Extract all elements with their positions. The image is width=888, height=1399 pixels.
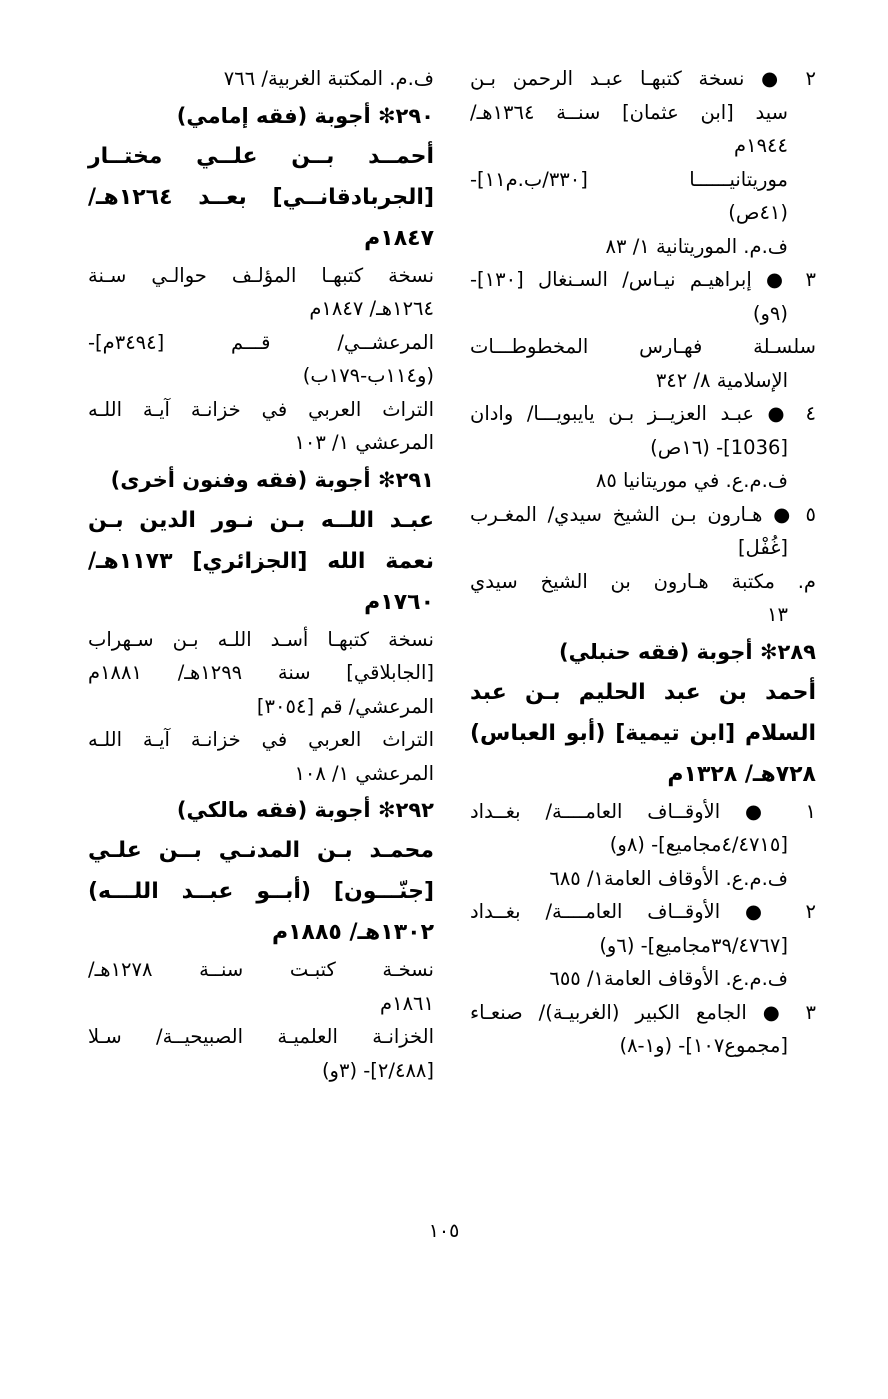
text-line: [مجموع١٠٧]- (و١-٨) [619, 1034, 788, 1057]
text-line: [٤/٤٧١٥مجاميع]- (٨و) [609, 833, 788, 856]
text-line: ف.م. المكتبة الغربية/ ٧٦٦ [223, 67, 434, 90]
text-line: محمـد بـن المدنـي بــن علـي [88, 838, 434, 863]
text-line: ف.م. الموريتانية ١/ ٨٣ [605, 234, 788, 258]
text-line: ١٣ [767, 603, 788, 626]
text-line: التراث العربي في خزانـة آيـة اللـه [88, 728, 434, 751]
text-line: م. مكتبة هـارون بن الشيخ سيدي [470, 569, 816, 593]
text-line: ١٩٤٤م [734, 134, 788, 157]
text-line: ١٧٦٠م [364, 589, 434, 615]
text-line: [الجربادقانــي] بعــد ١٢٦٤هـ/ [88, 184, 434, 210]
text-line: نعمة الله [الجزائري] ١١٧٣هـ/ [88, 548, 434, 574]
text-line: أحمــد بــن علــي مختــار [88, 143, 434, 169]
text-line: ف.م.ع. الأوقاف العامة١/ ٦٨٥ [549, 866, 788, 890]
right-column [470, 62, 816, 1063]
text-line: الإسلامية ٨/ ٣٤٢ [655, 368, 788, 392]
text-line: نسخة كتبهـا أسـد اللـه بـن سـهراب [88, 627, 434, 651]
text-line: [٣٩/٤٧٦٧مجاميع]- (٦و) [599, 933, 788, 957]
text-line: عبـد اللــه بـن نـور الدين بـن [88, 507, 434, 533]
text-line: (و١١٤ب-١٧٩ب) [302, 364, 434, 387]
text-line: ف.م.ع. الأوقاف العامة١/ ٦٥٥ [549, 967, 788, 990]
entry-heading: ٢٩٢✻ أجوبة (فقه مالكي) [176, 798, 434, 822]
entry-heading: ٢٩٠✻ أجوبة (فقه إمامي) [176, 103, 434, 128]
text-line: المرعشي/ قم [٣٠٥٤] [256, 694, 434, 718]
entry-heading: ٢٨٩✻ أجوبة (فقه حنبلي) [559, 639, 816, 664]
text-line: ٣ ● إبراهيـم نيـاس/ السـنغال [١٣٠]- [470, 268, 816, 291]
text-line: ٧٢٨هـ/ ١٣٢٨م [667, 761, 816, 787]
text-line: ٢ ● نسخة كتبهـا عبـد الرحمن بـن [470, 67, 816, 90]
text-line: المرعشي ١/ ١٠٣ [294, 431, 434, 454]
text-line: [غُفْل] [737, 536, 788, 559]
text-line: نسخة كتبهـا المؤلـف حوالـي سـنة [88, 263, 434, 287]
text-line: سيد [ابن عثمان] سنــة ١٣٦٤هـ/ [470, 100, 788, 124]
text-line: أحمد بن عبد الحليم بـن عبد [470, 679, 816, 705]
text-line: ١٨٤٧م [364, 225, 434, 251]
text-line: نسخـة كتبـت سنــة ١٢٧٨هـ/ [88, 958, 434, 981]
text-line: [٢/٤٨٨]- (٣و) [321, 1058, 434, 1082]
text-line: التراث العربي في خزانـة آيـة اللـه [88, 397, 434, 421]
text-line: [جنّـــون] (أبــو عبــد اللـــه) [88, 879, 434, 904]
text-line: ٢ ● الأوقــاف العامــــة/ بغــداد [470, 900, 816, 923]
text-line: ١ ● الأوقــاف العامــــة/ بغــداد [470, 799, 816, 823]
text-line: ٥ ● هـارون بـن الشيخ سيدي/ المغـرب [470, 502, 816, 526]
text-line: ٣ ● الجامع الكبير (الغربيـة)/ صنعـاء [470, 1000, 816, 1024]
text-line: المرعشــي/ قـــم [٣٤٩٤م]- [88, 330, 434, 354]
page-number: ١٠٥ [428, 1220, 460, 1242]
text-line: [1036]- (١٦ص) [650, 435, 788, 459]
text-line: [الجابلاقي] سنة ١٢٩٩هـ/ ١٨٨١م [88, 661, 434, 684]
left-column [88, 62, 434, 1087]
text-line: (٩و) [752, 301, 788, 325]
entry-heading: ٢٩١✻ أجوبة (فقه وفنون أخرى) [110, 467, 434, 492]
text-line: المرعشي ١/ ١٠٨ [294, 761, 434, 785]
text-line: ١٨٦١م [380, 991, 434, 1015]
text-line: موريتانيــــــا [٣٣٠/ب.م١١]- [470, 167, 788, 191]
text-line: السلام [ابن تيمية] (أبو العباس) [470, 720, 816, 746]
text-line: سلسـلة فهـارس المخطوطـــات [470, 335, 816, 358]
text-line: ٤ ● عبـد العزيــز بـن يايبويـــا/ وادان [470, 402, 816, 425]
text-line: الخزانـة العلميـة الصبيحيــة/ سـلا [88, 1025, 434, 1048]
text-line: (٤١ص) [728, 201, 788, 224]
text-line: ١٢٦٤هـ/ ١٨٤٧م [309, 297, 434, 320]
text-line: ف.م.ع. في موريتانيا ٨٥ [595, 469, 788, 492]
text-line: ١٣٠٢هـ/ ١٨٨٥م [271, 920, 434, 945]
